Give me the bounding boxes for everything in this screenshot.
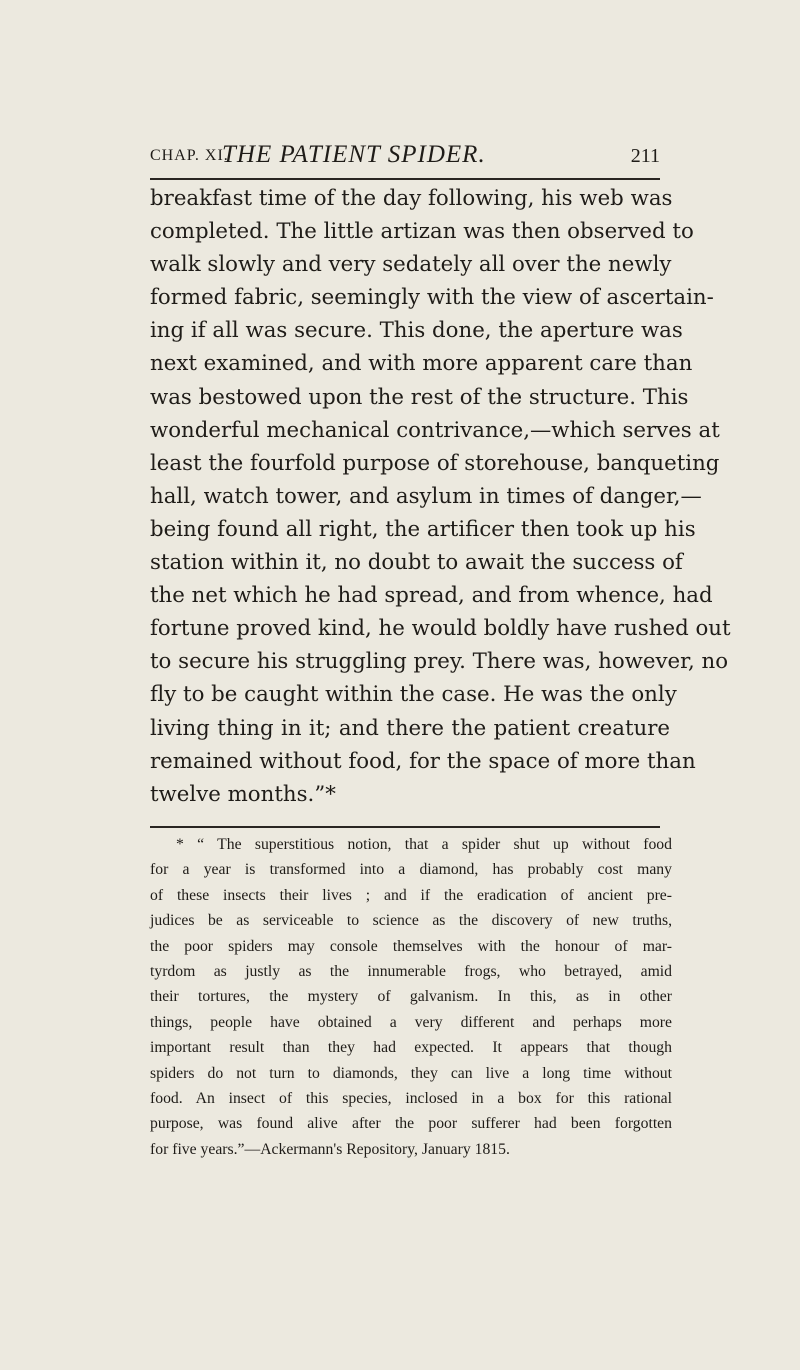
text-line: formed fabric, seemingly with the view of ascertain- [150,285,714,311]
text-line: completed. The little artizan was then observed to [150,219,694,245]
text-line: fly to be caught within the case. He was the only [150,682,677,708]
footnote-line: food. An insect of this species, inclosed in a box for this rational [150,1089,672,1107]
footnote-line: the poor spiders may console themselves with the honour of mar- [150,937,672,955]
footnote [150,832,672,1162]
footnote-line: spiders do not turn to diamonds, they can live a long time without [150,1064,672,1082]
text-line: breakfast time of the day following, his web was [150,186,673,211]
footnote-line: of these insects their lives ; and if the eradication of ancient pre- [150,886,672,904]
footnote-line: their tortures, the mystery of galvanism. In this, as in other [150,988,672,1006]
page-number: 211 [630,145,660,167]
footnote-rule [150,826,660,828]
footnote-line: for a year is transformed into a diamond, has probably cost many [150,861,672,879]
text-line: least the fourfold purpose of storehouse, banqueting [150,450,720,476]
footnote-line: things, people have obtained a very different and perhaps more [150,1013,672,1031]
text-line: twelve months.”* [150,781,336,807]
text-line: the net which he had spread, and from whence, had [150,583,713,609]
footnote-line: judices be as serviceable to science as the discovery of new truths, [150,912,672,930]
text-line: remained without food, for the space of more than [150,748,696,774]
text-line: to secure his struggling prey. There was, however, no [150,649,729,675]
footnote-line: tyrdom as justly as the innumerable frogs, who betrayed, amid [150,962,672,980]
text-line: station within it, no doubt to await the success of [150,550,683,576]
footnote-line: important result than they had expected. It appears that though [150,1039,672,1057]
text-line: next examined, and with more apparent care than [150,351,693,377]
footnote-line: purpose, was found alive after the poor sufferer had been forgotten [150,1115,672,1133]
page-header [150,143,660,173]
text-line: was bestowed upon the rest of the structure. This [150,384,689,410]
header-rule [150,178,660,180]
text-line: hall, watch tower, and asylum in times of danger,— [150,483,702,509]
main-text [150,182,731,811]
text-line: being found all right, the artificer then took up his [150,516,696,542]
text-line: walk slowly and very sedately all over the newly [150,252,672,278]
footnote-line: for five years.”—Ackermann's Repository, January 1815. [150,1140,510,1158]
footnote-line: * “ The superstitious notion, that a spider shut up without food [176,836,672,853]
text-line: ing if all was secure. This done, the aperture was [150,318,683,344]
text-line: wonderful mechanical contrivance,—which serves at [150,417,720,443]
running-title: THE PATIENT SPIDER. [222,141,486,168]
text-line: fortune proved kind, he would boldly have rushed out [150,616,731,642]
chapter-label: CHAP. XI. [150,147,229,164]
text-line: living thing in it; and there the patient creature [150,715,670,741]
